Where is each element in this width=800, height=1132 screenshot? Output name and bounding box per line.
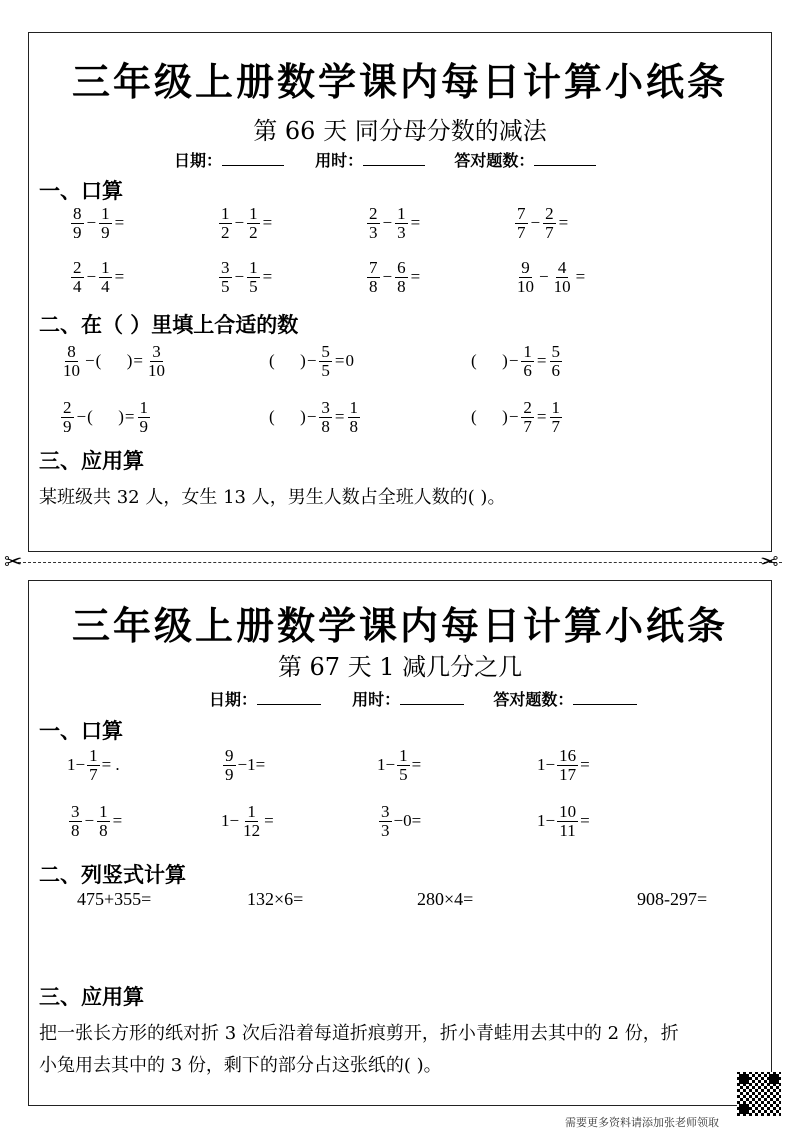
answer-blank[interactable]: ( ) [87, 407, 124, 427]
correct-label: 答对题数： [454, 151, 535, 170]
date-label: 日期： [209, 690, 258, 709]
sheet1-section-fill: 二、在（ ）里填上合适的数 [39, 312, 299, 337]
scissor-icon: ✂ [4, 550, 23, 575]
answer-blank[interactable]: ( ) [269, 407, 306, 427]
answer-blank[interactable]: ( ) [471, 351, 508, 371]
oral-item: $\frac{3}{5}$ − $\frac{1}{5}$ = [221, 258, 273, 296]
sheet2-title: 三年级上册数学课内每日计算小纸条 [71, 603, 728, 648]
time-label: 用时： [315, 151, 364, 170]
oral-item: $\frac{3}{3}$ −0= [381, 802, 422, 840]
oral-item: $\frac{2}{3}$ − $\frac{1}{3}$ = [369, 204, 421, 242]
word-problem: 某班级共 32 人，女生 13 人，男生人数占全班人数的( )。 [39, 487, 506, 508]
fill-item: ( ) − $\frac{1}{6}$ = $\frac{5}{6}$ [471, 342, 561, 380]
oral-item: 1− $\frac{16}{17}$ = [537, 746, 590, 784]
oral-item: 1− $\frac{1}{12}$ = [221, 802, 274, 840]
fill-item: $\frac{2}{9}$ − ( ) = $\frac{1}{9}$ [63, 398, 149, 436]
worksheet-day-66 [28, 32, 772, 552]
footer-note: 需要更多资料请添加张老师领取 [565, 1116, 719, 1129]
sheet2-section-word: 三、应用算 [39, 984, 144, 1009]
correct-blank[interactable] [534, 151, 596, 166]
sheet1-info-row [174, 148, 596, 171]
oral-item: $\frac{9}{9}$ −1= [225, 746, 266, 784]
date-blank[interactable] [257, 690, 321, 705]
sheet2-info-row [209, 687, 637, 710]
sheet1-section-word: 三、应用算 [39, 448, 144, 473]
worksheet-day-67 [28, 580, 772, 1106]
sheet2-section-vertical: 二、列竖式计算 [39, 862, 186, 887]
oral-item: 1− $\frac{1}{5}$ = [377, 746, 422, 784]
vertical-item: 475+355= [77, 889, 152, 909]
date-label: 日期： [174, 151, 223, 170]
time-label: 用时： [352, 690, 401, 709]
qr-code-icon [737, 1072, 781, 1116]
sheet1-subtitle: 第 66 天 同分母分数的减法 [253, 117, 547, 145]
scissor-icon: ✂ [760, 550, 779, 575]
oral-item: $\frac{7}{7}$ − $\frac{2}{7}$ = [517, 204, 569, 242]
date-blank[interactable] [222, 151, 284, 166]
answer-blank[interactable]: ( ) [95, 351, 133, 371]
correct-blank[interactable] [573, 690, 637, 705]
vertical-item: 908-297= [637, 889, 708, 909]
word-problem-line1: 把一张长方形的纸对折 3 次后沿着每道折痕剪开，折小青蛙用去其中的 2 份，折 [39, 1023, 679, 1044]
oral-item: $\frac{8}{9}$ − $\frac{1}{9}$ = [73, 204, 125, 242]
oral-item: $\frac{1}{2}$ − $\frac{1}{2}$ = [221, 204, 273, 242]
answer-blank[interactable]: ( ) [471, 407, 508, 427]
correct-label: 答对题数： [493, 690, 574, 709]
oral-item: $\frac{9}{10}$ − $\frac{4}{10}$ = [517, 258, 586, 296]
oral-item: 1− $\frac{10}{11}$ = [537, 802, 590, 840]
cut-line [18, 562, 782, 563]
oral-item: 1− $\frac{1}{7}$ = . [67, 746, 120, 784]
time-blank[interactable] [363, 151, 425, 166]
answer-blank[interactable]: ( ) [269, 351, 306, 371]
fill-item: ( ) − $\frac{5}{5}$ = 0 [269, 342, 355, 380]
fill-item: ( ) − $\frac{3}{8}$ = $\frac{1}{8}$ [269, 398, 359, 436]
sheet2-section-oral: 一、口算 [39, 718, 123, 743]
time-blank[interactable] [400, 690, 464, 705]
sheet2-subtitle: 第 67 天 1 减几分之几 [277, 653, 523, 681]
vertical-item: 280×4= [417, 889, 474, 909]
oral-item: $\frac{2}{4}$ − $\frac{1}{4}$ = [73, 258, 125, 296]
fill-item: ( ) − $\frac{2}{7}$ = $\frac{1}{7}$ [471, 398, 561, 436]
fill-item: $\frac{8}{10}$ − ( ) = $\frac{3}{10}$ [63, 342, 166, 380]
vertical-item: 132×6= [247, 889, 304, 909]
oral-item: $\frac{3}{8}$ − $\frac{1}{8}$ = [71, 802, 123, 840]
sheet1-section-oral: 一、口算 [39, 178, 123, 203]
word-problem-line2: 小兔用去其中的 3 份，剩下的部分占这张纸的( )。 [39, 1055, 442, 1076]
sheet1-title: 三年级上册数学课内每日计算小纸条 [71, 59, 728, 104]
oral-item: $\frac{7}{8}$ − $\frac{6}{8}$ = [369, 258, 421, 296]
